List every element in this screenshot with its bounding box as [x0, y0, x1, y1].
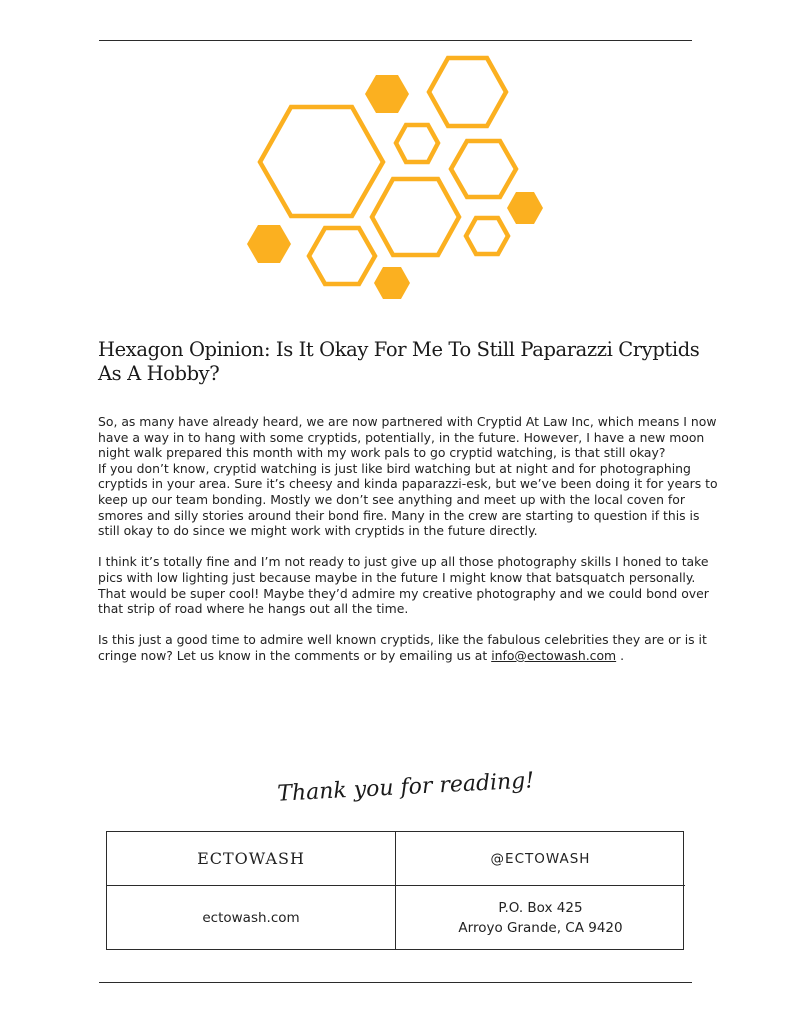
thank-you-signature	[276, 756, 535, 818]
contact-table	[106, 831, 684, 950]
hexagon-filled-bottom	[374, 267, 410, 299]
address-line-1: P.O. Box 425	[498, 900, 583, 916]
bottom-divider	[99, 982, 692, 983]
hexagon-filled-top	[365, 75, 409, 113]
brand-name: ECTOWASH	[107, 832, 396, 886]
paragraph-4-text: Is this just a good time to admire well known cryptids, like the fabulous celebrities they are or is it cringe now? Let us know in the comments or by emailing us at	[98, 632, 707, 663]
hexagon-cluster-illustration	[0, 0, 791, 320]
social-handle[interactable]: @ECTOWASH	[396, 832, 685, 886]
hexagon-filled-left	[247, 225, 291, 263]
address-line-2: Arroyo Grande, CA 9420	[458, 920, 623, 936]
hexagon-outline-top-right	[429, 58, 506, 126]
hexagon-outline-medium-right	[451, 141, 516, 197]
hexagon-filled-right	[507, 192, 543, 224]
mailing-address	[396, 886, 685, 950]
article-paragraph-3: I think it’s totally fine and I’m not ready to just give up all those photography skills I honed to take pics with low lighting just because maybe in the future I might know that batsquatch personally. That would be super cool! Maybe they’d admire my creative photography and we could bond over that strip of road where he hangs out all the time.	[98, 554, 709, 617]
article-paragraph-4	[98, 632, 722, 663]
website-link[interactable]: ectowash.com	[107, 886, 396, 950]
email-link[interactable]: info@ectowash.com	[491, 647, 617, 663]
article-body	[98, 414, 722, 679]
article-title: Hexagon Opinion: Is It Okay For Me To Still Paparazzi Cryptids As A Hobby?	[98, 338, 700, 385]
thank-you-text: Thank you for reading!	[276, 768, 535, 807]
hexagon-outline-lower-left	[309, 228, 375, 284]
hexagon-outline-center	[372, 179, 459, 255]
hexagon-outline-large	[260, 107, 383, 216]
article-paragraph-1: So, as many have already heard, we are now partnered with Cryptid At Law Inc, which means I now have a way in to hang with some cryptids, potentially, in the future. However, I have a new moon night walk prepared this month with my work pals to go cryptid watching, is that still okay?	[98, 414, 717, 461]
hexagon-outline-small-right	[466, 218, 508, 254]
article-paragraph-2: If you don’t know, cryptid watching is just like bird watching but at night and for photographing cryptids in your area. Sure it’s cheesy and kinda paparazzi-esk, but we’ve been doing it for years to keep up our team bonding. Mostly we don’t see anything and meet up with the local coven for smores and silly stories around their bond fire. Many in the crew are starting to question if this is still okay to do since we might work with cryptids in the future directly.	[98, 460, 718, 539]
paragraph-4-end: .	[616, 647, 625, 663]
hexagon-outline-small-center	[396, 125, 438, 162]
